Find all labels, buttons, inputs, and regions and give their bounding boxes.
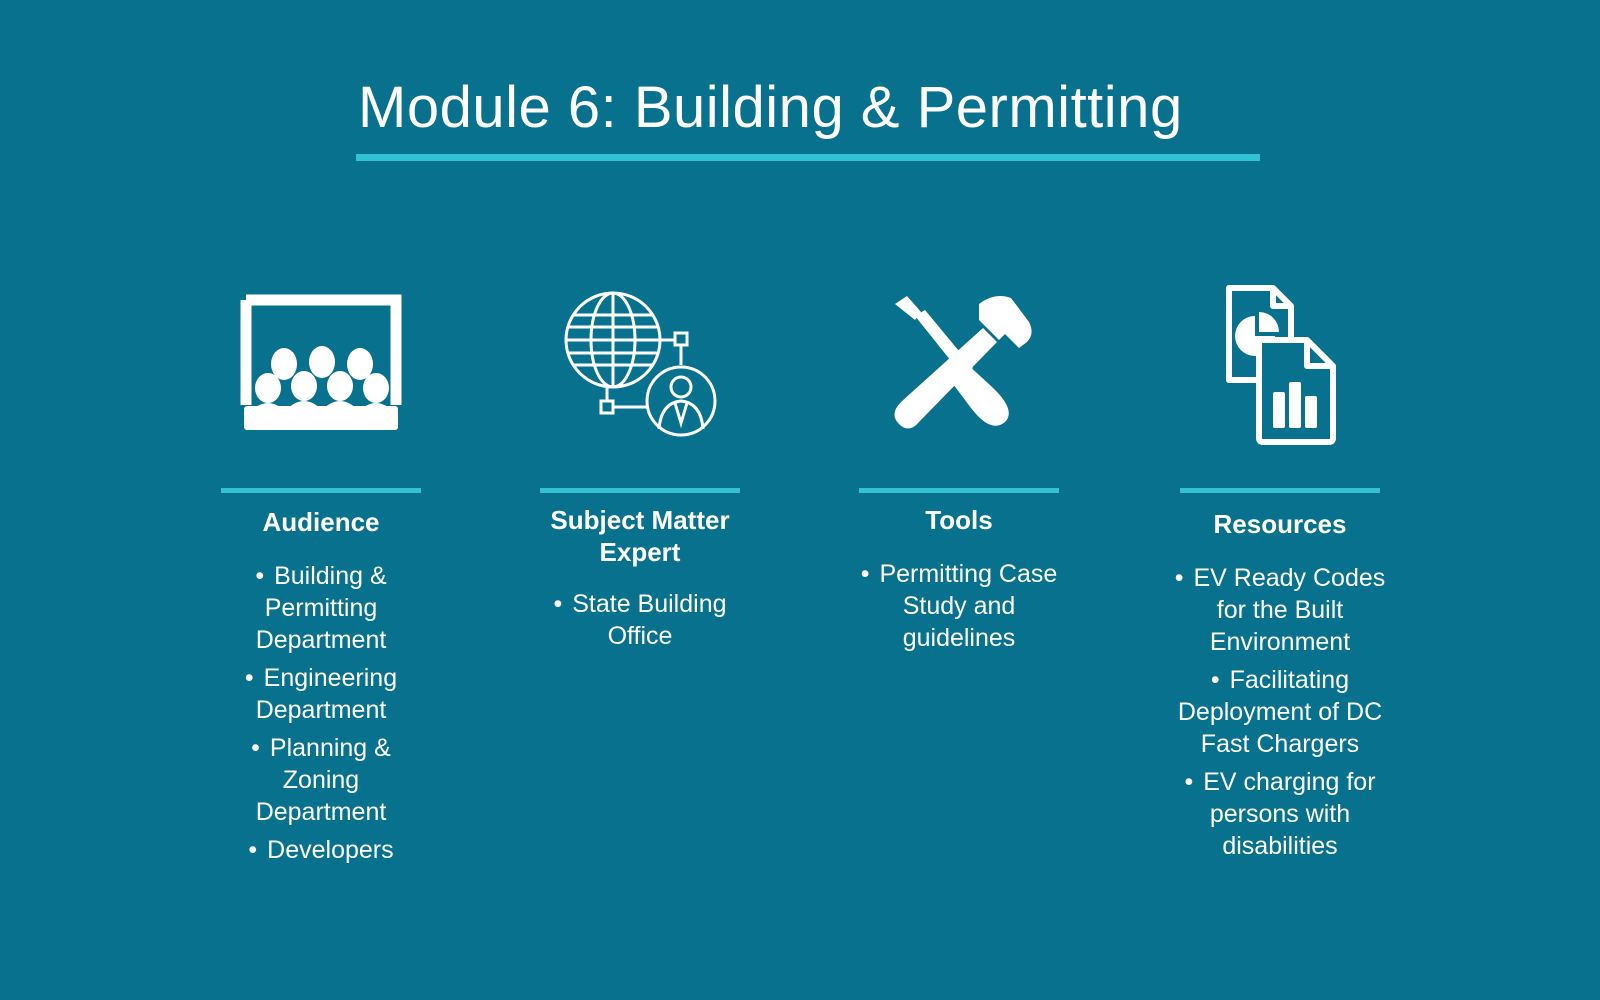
audience-icon (191, 280, 451, 450)
column-divider (1180, 488, 1380, 493)
column-heading: Audience (262, 507, 380, 537)
column-audience (191, 280, 451, 864)
list-item: • State Building Office (510, 588, 770, 652)
bullet-list (510, 588, 770, 658)
column-divider (540, 488, 740, 493)
list-item: • Building & Permitting Department (191, 560, 451, 656)
column-resources (1150, 280, 1410, 860)
list-item: • Engineering Department (191, 662, 451, 726)
column-heading: Subject Matter Expert (550, 505, 730, 567)
bullet-list (829, 558, 1089, 660)
column-heading: Resources (1213, 509, 1347, 539)
list-item: • Developers (191, 834, 451, 866)
globe-network-person-icon (510, 280, 770, 450)
documents-chart-icon (1150, 280, 1410, 450)
page-title: Module 6: Building & Permitting (358, 75, 1183, 140)
list-item: • EV charging for persons with disabilities (1150, 766, 1410, 862)
tools-icon (829, 280, 1089, 450)
bullet-list (1150, 562, 1410, 868)
column-heading: Tools (925, 505, 993, 535)
title-underline (356, 154, 1260, 161)
list-item: • Facilitating Deployment of DC Fast Chargers (1150, 664, 1410, 760)
column-subject-matter-expert (510, 280, 770, 650)
column-divider (859, 488, 1059, 493)
column-tools (829, 280, 1089, 652)
list-item: • Planning & Zoning Department (191, 732, 451, 828)
list-item: • EV Ready Codes for the Built Environment (1150, 562, 1410, 658)
column-divider (221, 488, 421, 493)
list-item: • Permitting Case Study and guidelines (829, 558, 1089, 654)
bullet-list (191, 560, 451, 872)
